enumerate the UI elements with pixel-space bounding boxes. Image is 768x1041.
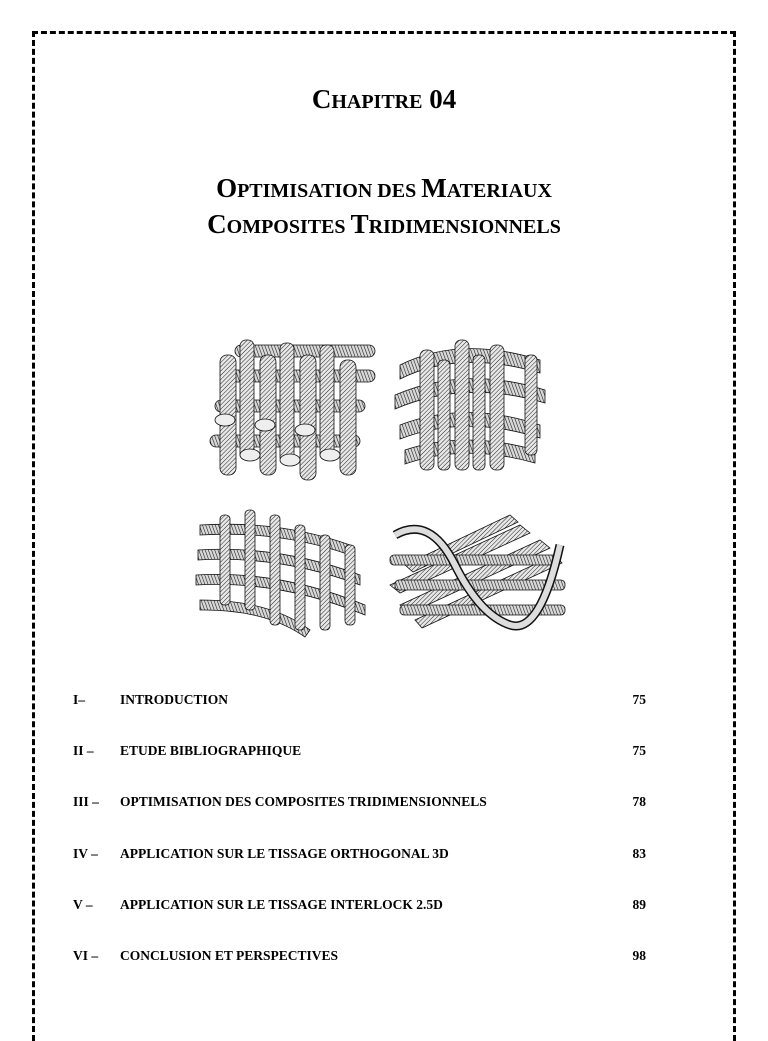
title-word: RIDIMENSIONNELS bbox=[368, 216, 561, 238]
orthogonal-3d-weave-illustration bbox=[210, 340, 375, 480]
toc-number: V – bbox=[73, 896, 93, 912]
chapter-word: HAPITRE bbox=[331, 91, 423, 113]
chapter-number: 04 bbox=[422, 84, 457, 114]
toc-number: I– bbox=[73, 692, 86, 707]
toc-page: 89 bbox=[632, 896, 646, 912]
chapter-title-line-1 bbox=[0, 172, 768, 208]
toc-title: APPLICATION SUR LE TISSAGE ORTHOGONAL 3D bbox=[120, 845, 449, 861]
title-word: ATERIAUX bbox=[446, 180, 552, 202]
toc-page: 75 bbox=[632, 692, 646, 707]
toc-title: INTRODUCTION bbox=[120, 692, 229, 707]
angle-interlock-weave-illustration bbox=[395, 340, 545, 470]
chapter-title-line-2 bbox=[0, 208, 768, 244]
toc-title: ETUDE BIBLIOGRAPHIQUE bbox=[120, 743, 302, 759]
toc-entry[interactable] bbox=[73, 948, 663, 999]
toc-page: 75 bbox=[632, 743, 646, 759]
toc-page: 98 bbox=[632, 947, 646, 963]
toc-entry[interactable] bbox=[73, 897, 663, 948]
toc-entry[interactable] bbox=[73, 794, 663, 845]
toc-title: CONCLUSION ET PERSPECTIVES bbox=[120, 947, 339, 963]
weave-illustrations-figure bbox=[190, 325, 580, 645]
toc-entry[interactable] bbox=[73, 846, 663, 897]
toc-title: APPLICATION SUR LE TISSAGE INTERLOCK 2.5D bbox=[120, 896, 443, 912]
title-initial: O bbox=[216, 173, 238, 203]
toc-number: III – bbox=[73, 794, 99, 810]
title-initial: M bbox=[421, 173, 447, 203]
toc-number: II – bbox=[73, 743, 94, 759]
toc-title: OPTIMISATION DES COMPOSITES TRIDIMENSIONNELS bbox=[120, 794, 487, 810]
interlock-2-5d-weave-illustration bbox=[390, 515, 565, 628]
title-initial: C bbox=[207, 209, 227, 239]
title-word: PTIMISATION DES bbox=[237, 180, 422, 202]
toc-number: IV – bbox=[73, 845, 98, 861]
title-initial: T bbox=[350, 209, 369, 239]
toc-page: 83 bbox=[632, 845, 646, 861]
title-word: OMPOSITES bbox=[226, 216, 351, 238]
curved-orthogonal-weave-illustration bbox=[196, 510, 365, 637]
toc-number: VI – bbox=[73, 947, 99, 963]
table-of-contents bbox=[73, 692, 663, 999]
toc-page: 78 bbox=[632, 794, 646, 810]
chapter-title bbox=[0, 172, 768, 244]
toc-entry[interactable] bbox=[73, 743, 663, 794]
chapter-heading bbox=[0, 84, 768, 115]
toc-entry[interactable] bbox=[73, 692, 663, 743]
chapter-initial: C bbox=[311, 84, 332, 114]
